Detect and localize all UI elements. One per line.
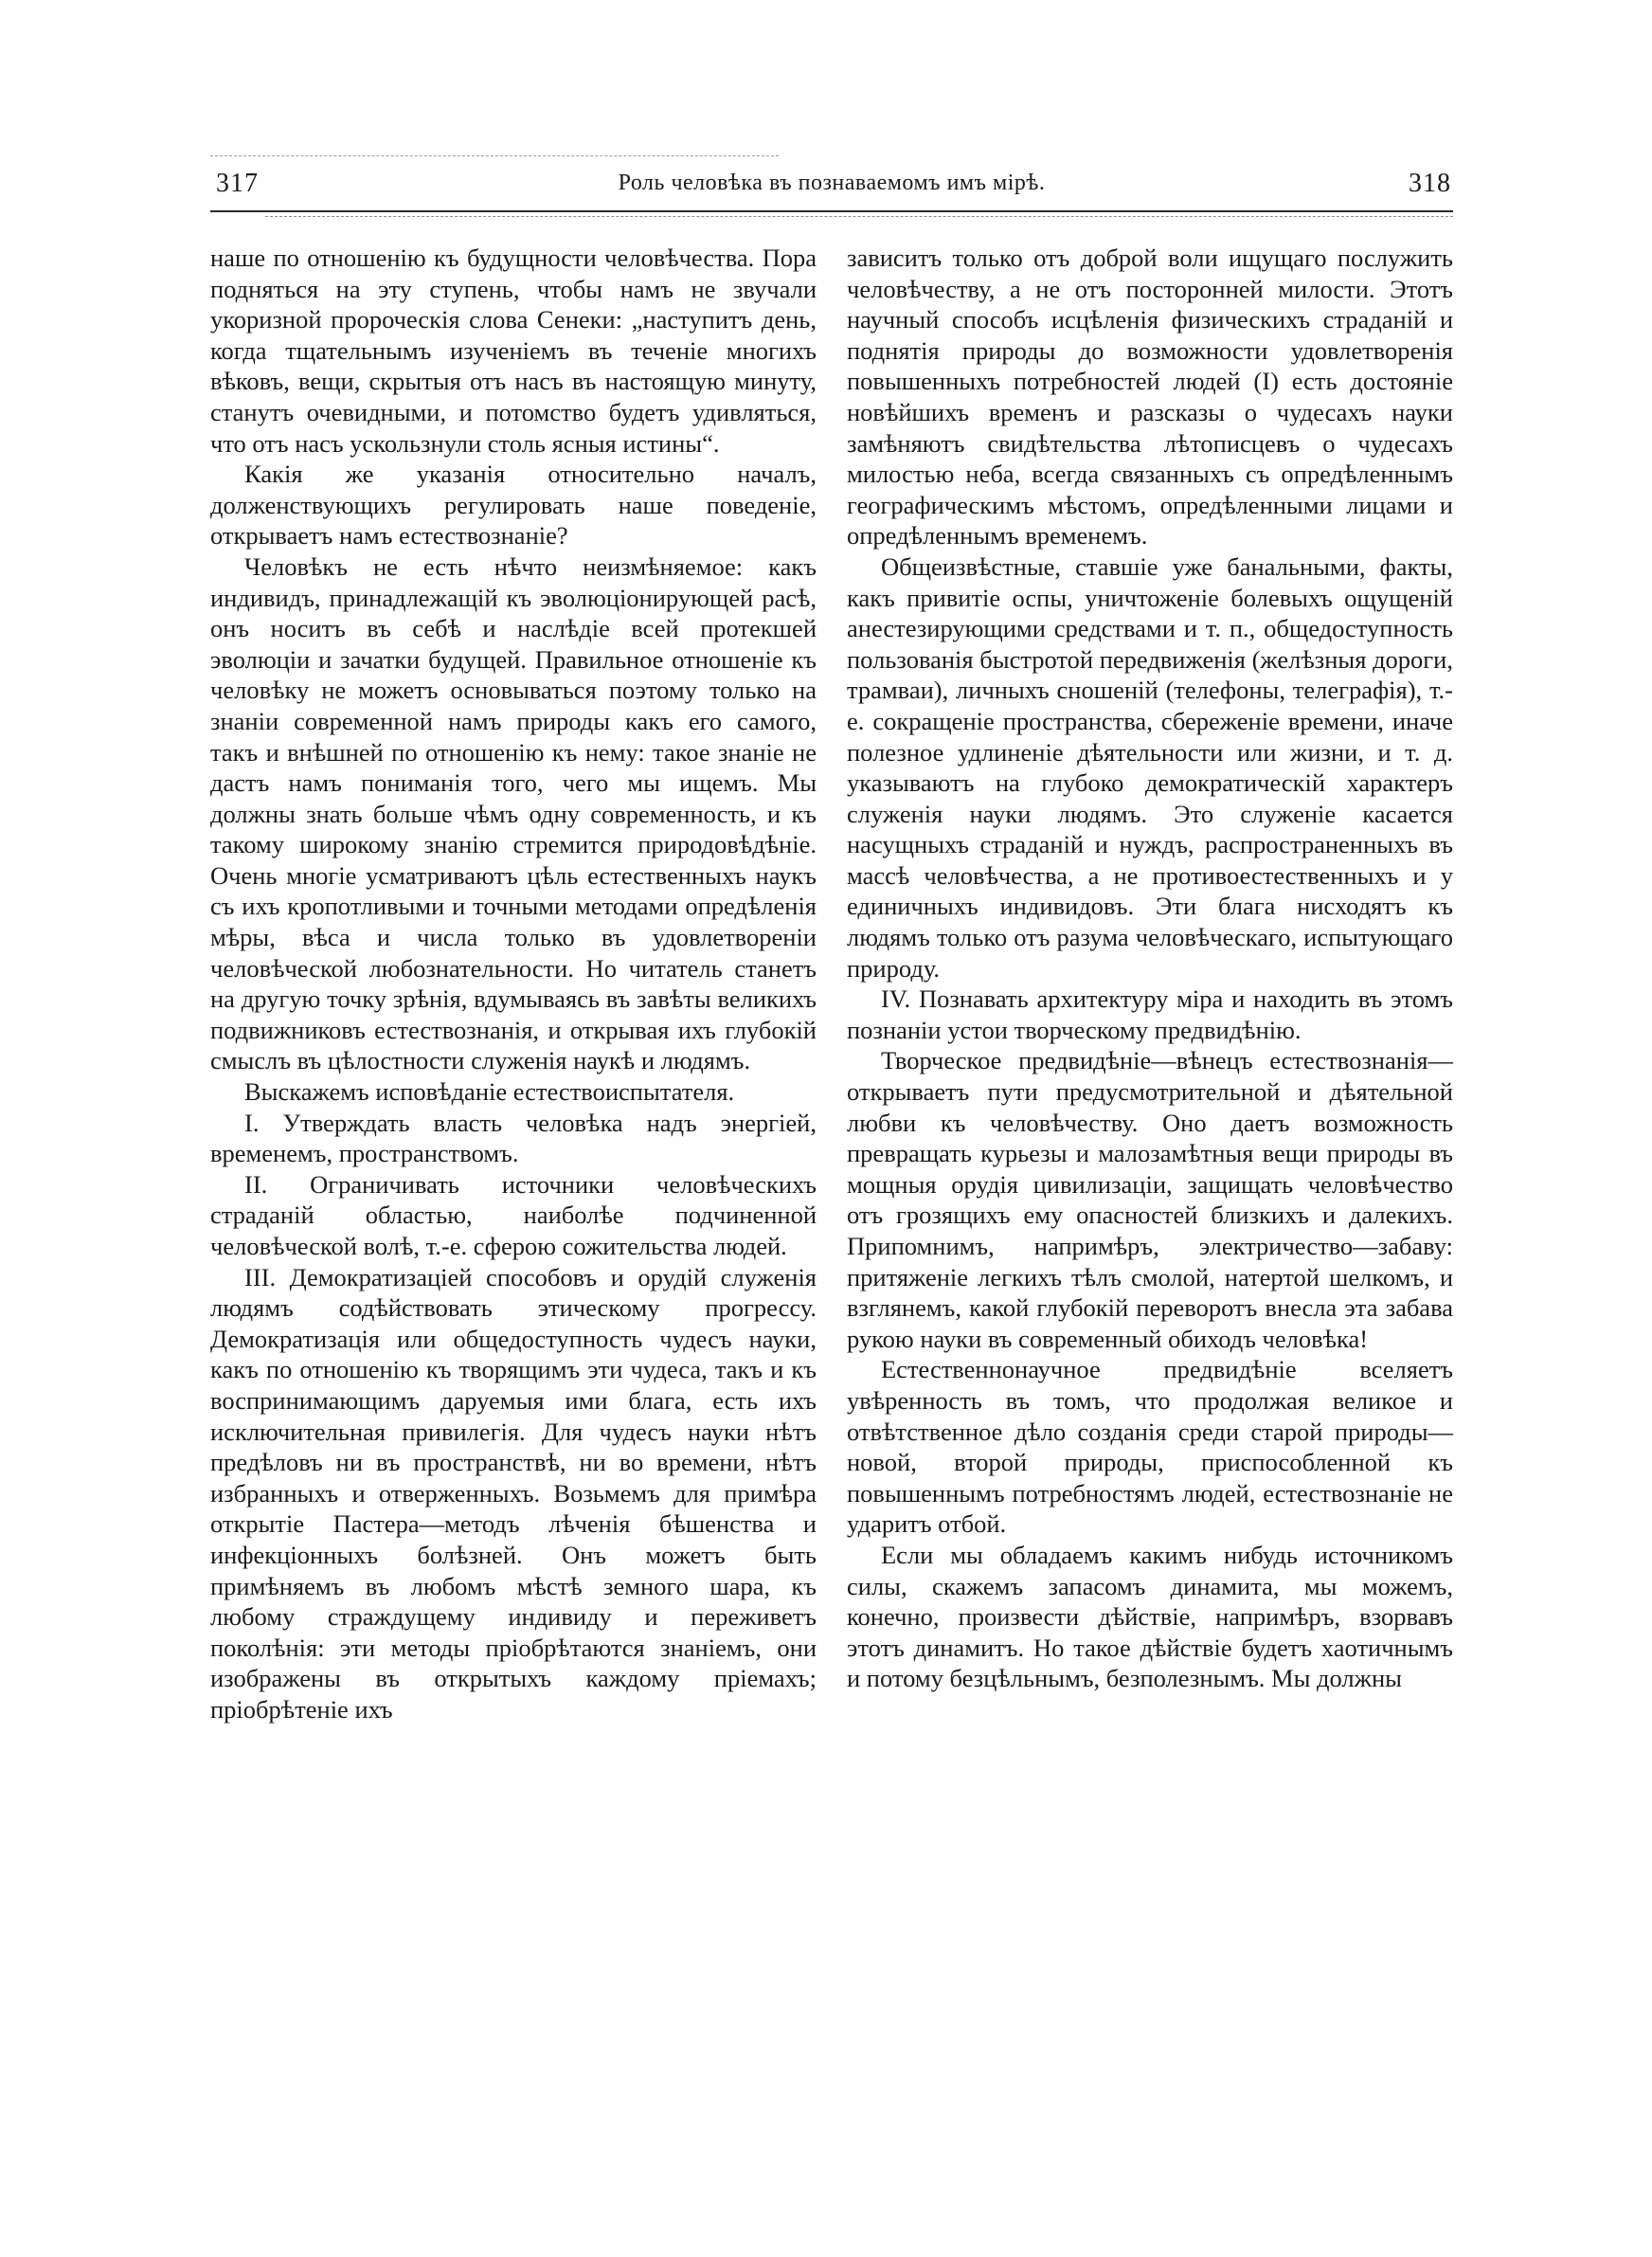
paragraph: зависитъ только отъ доброй воли ищущаго послужить человѣчеству, а не отъ посторонней милости. Этотъ научный способъ исцѣленія физическихъ страданій и поднятія природы до возможности удовлетворенія повышенныхъ потребностей людей (I) есть достояніе новѣйшихъ временъ и разсказы о чудесахъ науки замѣняютъ свидѣтельства лѣтописцевъ о чудесахъ милостью неба, всегда связанныхъ съ опредѣленнымъ географическимъ мѣстомъ, опредѣленными лицами и опредѣленнымъ временемъ. (847, 244, 1453, 551)
paragraph: наше по отношенію къ будущности человѣчества. Пора подняться на эту ступень, чтобы намъ не звучали укоризной пророческія слова Сенеки: „наступитъ день, когда тщательнымъ изученіемъ въ теченіе многихъ вѣковъ, вещи, скрытыя отъ насъ въ настоящую минуту, станутъ очевидными, и потомство будетъ удивляться, что отъ насъ ускользнули столь ясныя истины“. (210, 244, 817, 458)
left-column (210, 243, 817, 1725)
paragraph: Какія же указанія относительно началъ, долженствующихъ регулировать наше поведеніе, открываетъ намъ естествознаніе? (210, 460, 817, 551)
paragraph: Естественнонаучное предвидѣніе вселяетъ увѣренность въ томъ, что продолжая великое и отвѣтственное дѣло созданія среди старой природы—новой, второй природы, приспособленной къ повышеннымъ потребностямъ людей, естествознаніе не ударитъ отбой. (847, 1355, 1453, 1539)
paragraph: III. Демократизаціей способовъ и орудій служенія людямъ содѣйствовать этическому прогрессу. Демократизація или общедоступность чудесъ науки, какъ по отношенію къ творящимъ эти чудеса, такъ и къ воспринимающимъ даруемыя ими блага, есть ихъ исключительная привилегія. Для чудесъ науки нѣтъ предѣловъ ни въ пространствѣ, ни во времени, нѣтъ избранныхъ и отверженныхъ. Возьмемъ для примѣра открытіе Пастера—методъ лѣченія бѣшенства и инфекціонныхъ болѣзней. Онъ можетъ быть примѣняемъ въ любомъ мѣстѣ земного шара, къ любому страждущему индивиду и переживетъ поколѣнія: эти методы пріобрѣтаются знаніемъ, они изображены въ открытыхъ каждому пріемахъ; пріобрѣтеніе ихъ (210, 1262, 817, 1724)
header-rule-secondary (265, 216, 1453, 217)
paragraph: Если мы обладаемъ какимъ нибудь источникомъ силы, скажемъ запасомъ динамита, мы можемъ, конечно, произвести дѣйствіе, напримѣръ, взорвавъ этотъ динамитъ. Но такое дѣйствіе будетъ хаотичнымъ и потому безцѣльнымъ, безполезнымъ. Мы должны (847, 1540, 1453, 1693)
header-rule (210, 210, 1453, 212)
paragraph: Человѣкъ не есть нѣчто неизмѣняемое: какъ индивидъ, принадлежащій къ эволюціонирующей расѣ, онъ носитъ въ себѣ и наслѣдіе всей протекшей эволюціи и зачатки будущей. Правильное отношеніе къ человѣку не можетъ основываться поэтому только на знаніи современной намъ природы какъ его самого, такъ и внѣшней по отношенію къ нему: такое знаніе не дастъ намъ пониманія того, чего мы ищемъ. Мы должны знать больше чѣмъ одну современность, и къ такому широкому знанію стремится природовѣдѣніе. Очень многіе усматриваютъ цѣль естественныхъ наукъ съ ихъ кропотливыми и точными методами опредѣленія мѣры, вѣса и числа только въ удовлетвореніи человѣческой любознательности. Но читатель станетъ на другую точку зрѣнія, вдумываясь въ завѣты великихъ подвижниковъ естествознанія, и открывая ихъ глубокій смыслъ въ цѣлостности служенія наукѣ и людямъ. (210, 551, 817, 1075)
paragraph: Выскажемъ исповѣданіе естествоиспытателя. (244, 1077, 735, 1107)
right-column (847, 243, 1453, 1694)
running-title: Роль человѣка въ познаваемомъ имъ мірѣ. (618, 171, 1046, 195)
running-header (210, 167, 1453, 208)
paragraph: Общеизвѣстные, ставшіе уже банальными, факты, какъ привитіе оспы, уничтоженіе болевыхъ ощущеній анестезирующими средствами и т. п., общедоступность пользованія быстротой передвиженія (желѣзныя дороги, трамваи), личныхъ сношеній (телефоны, телеграфія), т.-е. сокращеніе пространства, сбереженіе времени, иначе полезное удлиненіе дѣятельности или жизни, и т. д. указываютъ на глубоко демократическій характеръ служенія науки людямъ. Это служеніе касается насущныхъ страданій и нуждъ, распространенныхъ въ массѣ человѣчества, а не противоестественныхъ и у единичныхъ индивидовъ. Эти блага нисходятъ къ людямъ только отъ разума человѣческаго, испытующаго природу. (847, 551, 1453, 983)
paragraph: Творческое предвидѣніе—вѣнецъ естествознанія—открываетъ пути предусмотрительной и дѣятельной любви къ человѣчеству. Оно даетъ возможность превращать курьезы и малозамѣтныя вещи природы въ мощныя орудія цивилизаціи, защищать человѣчество отъ грозящихъ ему опасностей близкихъ и далекихъ. Припомнимъ, напримѣръ, электричество—забаву: притяженіе легкихъ тѣлъ смолой, натертой шелкомъ, и взглянемъ, какой глубокій переворотъ внесла эта забава рукою науки въ современный обиходъ человѣка! (847, 1046, 1453, 1353)
paragraph: I. Утверждать власть человѣка надъ энергіей, временемъ, пространствомъ. (210, 1108, 817, 1168)
paragraph: IV. Познавать архитектуру міра и находить въ этомъ познаніи устои творческому предвидѣнію. (847, 984, 1453, 1044)
page-number-right: 318 (1409, 169, 1451, 198)
page-number-left: 317 (216, 169, 259, 198)
header-top-rule (210, 155, 779, 156)
paragraph: II. Ограничивать источники человѣческихъ страданій областью, наиболѣе подчиненной человѣческой волѣ, т.-е. сферою сожительства людей. (210, 1169, 817, 1260)
